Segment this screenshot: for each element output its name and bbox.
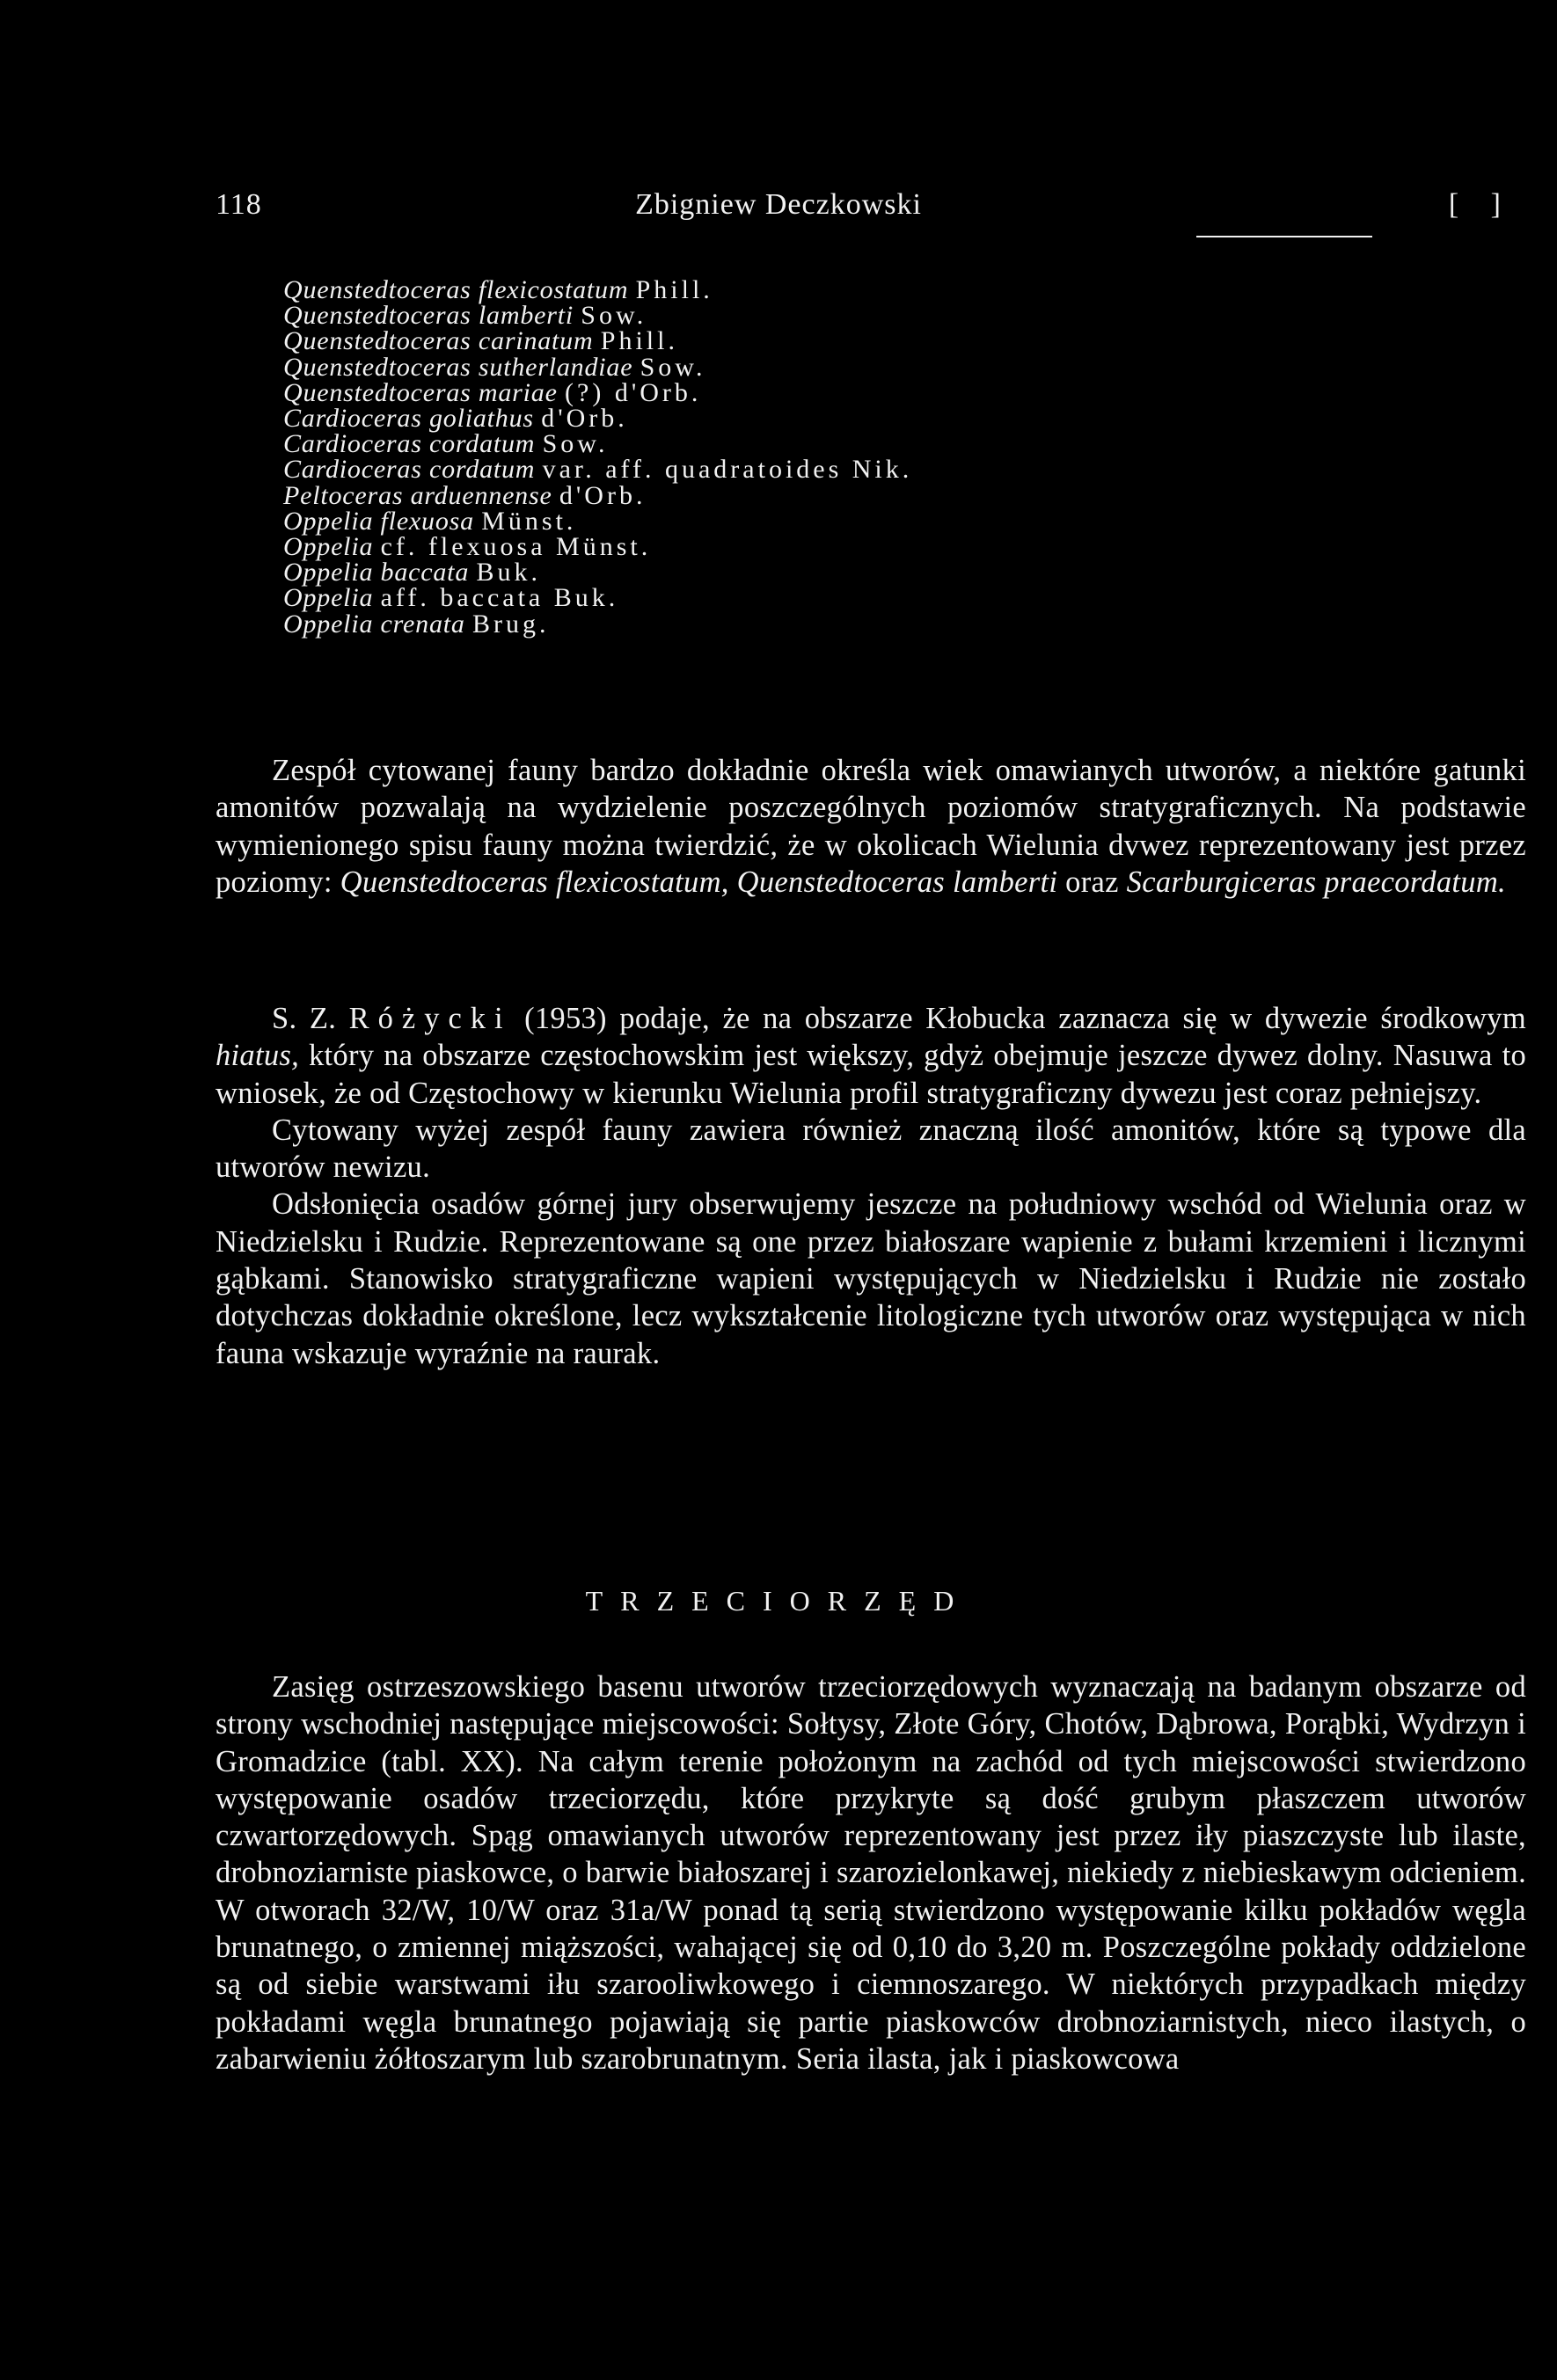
species-name: Oppelia bbox=[283, 532, 374, 562]
species-item bbox=[283, 277, 1427, 303]
species-author: cf. flexuosa Münst. bbox=[380, 532, 652, 562]
species-author: d'Orb. bbox=[559, 480, 647, 510]
taxon-names: Quenstedtoceras flexicostatum, Quenstedtoceras lamberti bbox=[340, 865, 1058, 899]
species-list bbox=[283, 277, 1427, 637]
species-author: d'Orb. bbox=[541, 404, 628, 434]
running-head-author: Zbigniew Deczkowski bbox=[635, 188, 922, 221]
species-author: Brug. bbox=[472, 609, 550, 639]
page-number: 118 bbox=[216, 188, 262, 221]
taxon-name: Scarburgiceras praecordatum. bbox=[1126, 865, 1506, 899]
species-name: Quenstedtoceras mariae bbox=[283, 377, 558, 407]
paragraph-ammonites: Cytowany wyżej zespół fauny zawiera również znaczną ilość amonitów, które są typowe dla utworów newizu. bbox=[216, 1113, 1526, 1185]
species-name: Cardioceras cordatum bbox=[283, 455, 536, 485]
paragraph bbox=[216, 752, 1526, 901]
species-author: Sow. bbox=[640, 352, 706, 382]
species-name: Oppelia crenata bbox=[283, 609, 465, 639]
species-item bbox=[283, 377, 1427, 407]
species-author: aff. baccata Buk. bbox=[380, 583, 619, 613]
species-author: Phill. bbox=[600, 326, 678, 356]
paragraph-outcrops: Odsłonięcia osadów górnej jury obserwujemy jeszcze na południowy wschód od Wielunia oraz w Niedzielsku i Rudzie. Reprezentowane są one przez białoszare wapienie z bułami krzemieni i licznymi gąbkami. Stanowisko stratygraficzne wapieni występujących w Niedzielsku i Rudzie nie zostało dotychczas dokładnie określone, lecz wykształcenie litologiczne tych utworów oraz występująca w nich fauna wskazuje wyraźnie na raurak. bbox=[216, 1187, 1526, 1370]
species-name: Oppelia flexuosa bbox=[283, 506, 474, 536]
species-name: Oppelia baccata bbox=[283, 558, 470, 588]
paragraph-text: (1953) podaje, że na obszarze Kłobucka zaznacza się w dywezie środkowym bbox=[511, 1002, 1526, 1035]
species-author: Sow. bbox=[581, 301, 647, 331]
species-item bbox=[283, 583, 1427, 613]
header-bracket: [ ] bbox=[1448, 188, 1513, 221]
species-item bbox=[283, 508, 1427, 534]
species-name: Quenstedtoceras sutherlandiae bbox=[283, 352, 633, 382]
paragraphs-jurassic bbox=[216, 1000, 1526, 1372]
species-name: Quenstedtoceras lamberti bbox=[283, 301, 574, 331]
species-item bbox=[283, 404, 1427, 434]
species-name: Cardioceras cordatum bbox=[283, 429, 536, 459]
paragraph-tertiary bbox=[216, 1668, 1526, 2077]
species-name: Oppelia bbox=[283, 583, 374, 613]
species-author: Münst. bbox=[481, 506, 577, 536]
paragraph: Zasięg ostrzeszowskiego basenu utworów trzeciorzędowych wyznaczają na badanym obszarze od strony wschodniej następujące miejscowości: Sołtysy, Złote Góry, Chotów, Dąbrowa, Porąbki, Wydrzyn i Gromadzice (tabl. XX). Na całym terenie położonym na zachód od tych miejscowości stwierdzono występowanie osadów trzeciorzędu, które przykryte są dość grubym płaszczem utworów czwartorzędowych. Spąg omawianych utworów reprezentowany jest przez iły piaszczyste lub ilaste, drobnoziarniste piaskowce, o barwie białoszarej i szarozielonkawej, niekiedy z niebieskawym odcieniem. W otworach 32/W, 10/W oraz 31a/W ponad tą serią stwierdzono występowanie kilku pokładów węgla brunatnego, o zmiennej miąższości, wahającej się od 0,10 do 3,20 m. Poszczególne pokłady oddzielone są od siebie warstwami iłu szarooliwkowego i ciemnoszarego. W niektórych przypadkach między pokładami węgla brunatnego pojawiają się partie piaskowców drobnoziarnistych, nieco ilastych, o zabarwieniu żółtoszarym lub szarobrunatnym. Seria ilasta, jak i piaskowcowa bbox=[216, 1670, 1526, 2076]
species-item bbox=[283, 558, 1427, 588]
species-author: Sow. bbox=[542, 429, 609, 459]
species-item bbox=[283, 480, 1427, 510]
species-author: Phill. bbox=[635, 275, 713, 304]
paragraph-rozycki bbox=[216, 1000, 1526, 1112]
species-name: Cardioceras goliathus bbox=[283, 404, 534, 434]
species-item bbox=[283, 354, 1427, 380]
species-author: (?) d'Orb. bbox=[565, 377, 702, 407]
cited-author: Różycki bbox=[348, 1002, 512, 1035]
species-author: Buk. bbox=[476, 558, 541, 588]
species-item bbox=[283, 429, 1427, 459]
paragraph-text: który na obszarze częstochowskim jest większy, gdyż obejmuje jeszcze dywez dolny. Nasuwa to wniosek, że od Częstochowy w kierunku Wielunia profil stratygraficzny dywezu jest coraz pełniejszy. bbox=[216, 1039, 1526, 1110]
term-hiatus: hiatus, bbox=[216, 1039, 300, 1073]
species-item bbox=[283, 301, 1427, 331]
paragraph-fauna-dating bbox=[216, 752, 1526, 901]
species-author: var. aff. quadratoides Nik. bbox=[542, 455, 913, 485]
species-name: Peltoceras arduennense bbox=[283, 480, 552, 510]
species-item bbox=[283, 328, 1427, 354]
paragraph-text: Zespół cytowanej fauny bardzo dokładnie określa wiek omawianych utworów, a niektóre gatunki amonitów pozwalają na wydzielenie poszczególnych poziomów stratygraficznych. Na podstawie wymienionego spisu fauny można twierdzić, że w okolicach Wielunia dvwez reprezentowany jest przez poziomy: bbox=[216, 754, 1526, 899]
species-name: Quenstedtoceras carinatum bbox=[283, 326, 594, 356]
species-name: Quenstedtoceras flexicostatum bbox=[283, 275, 629, 304]
page-header bbox=[0, 183, 1557, 227]
header-rule bbox=[1196, 236, 1372, 237]
species-item bbox=[283, 611, 1427, 637]
species-item bbox=[283, 532, 1427, 562]
species-item bbox=[283, 455, 1427, 485]
paragraph-text: S. Z. bbox=[272, 1002, 349, 1035]
paragraph-text: oraz bbox=[1057, 865, 1127, 899]
section-heading: TRZECIORZĘD bbox=[585, 1585, 972, 1617]
